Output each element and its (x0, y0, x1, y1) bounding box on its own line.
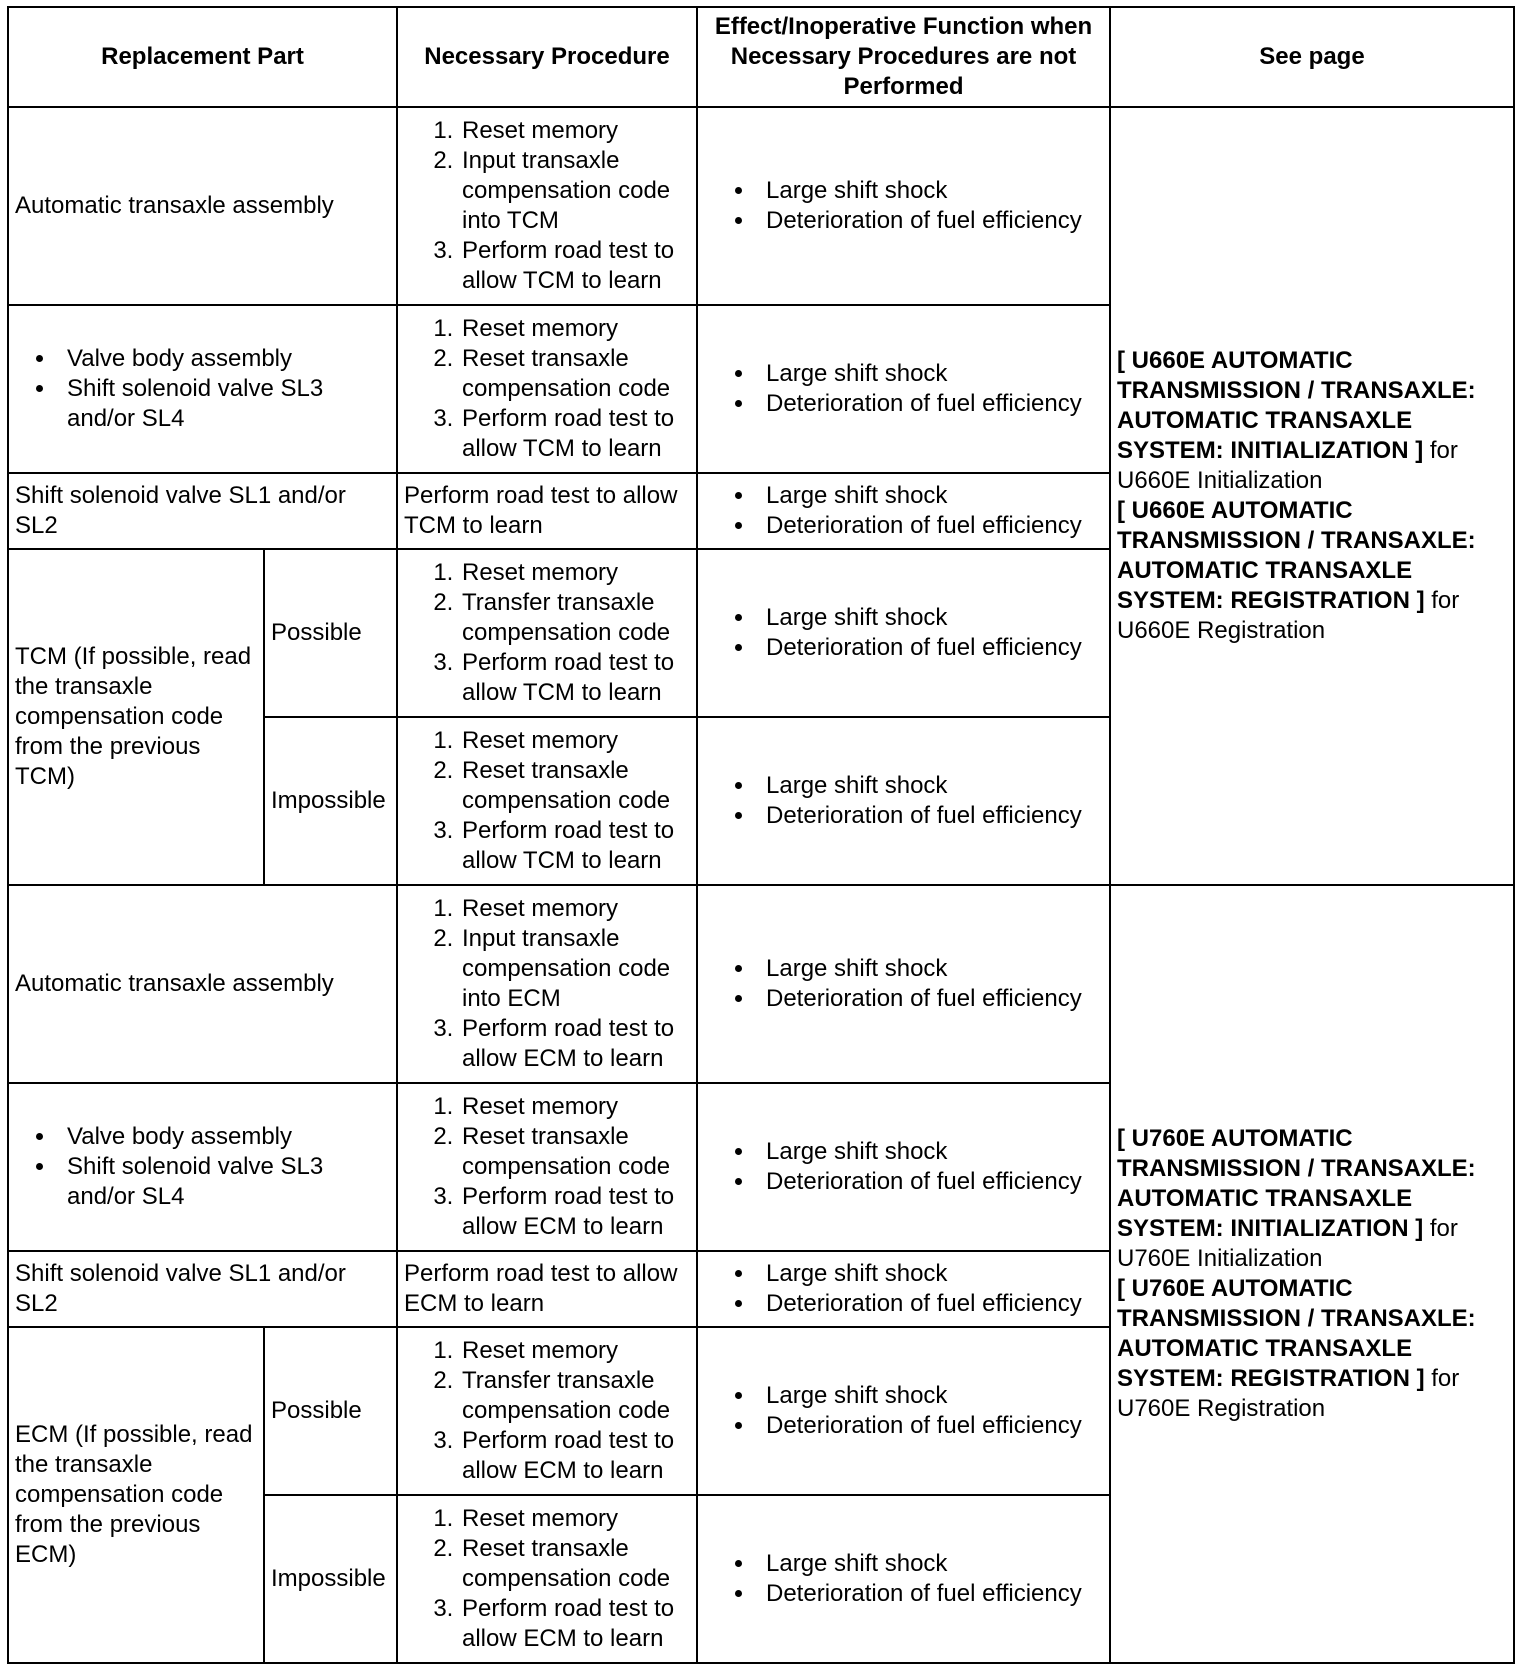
procedure-step: 1. Reset memory (460, 1504, 690, 1534)
see-page-cell (1110, 107, 1514, 885)
effect-item: • Deterioration of fuel efficiency (756, 984, 1103, 1014)
condition-impossible: Impossible (264, 1495, 397, 1663)
effect-item: • Deterioration of fuel efficiency (756, 1579, 1103, 1609)
effect-list (704, 1137, 1103, 1197)
see-page-link[interactable]: [ U660E AUTOMATIC TRANSMISSION / TRANSAXLE: AUTOMATIC TRANSAXLE SYSTEM: INITIALIZATION ] (1117, 347, 1476, 464)
procedure-step: 2. Transfer transaxle compensation code (460, 588, 690, 648)
procedure-step: 1. Reset memory (460, 894, 690, 924)
procedure-step: 2. Reset transaxle compensation code (460, 756, 690, 816)
replacement-part (8, 305, 397, 473)
effect-cell (697, 305, 1110, 473)
effect-list (704, 603, 1103, 663)
replacement-part: Shift solenoid valve SL1 and/or SL2 (8, 473, 397, 549)
procedure-step: 2. Input transaxle compensation code into ECM (460, 924, 690, 1014)
replacement-part: Shift solenoid valve SL1 and/or SL2 (8, 1251, 397, 1327)
effect-item: • Deterioration of fuel efficiency (756, 389, 1103, 419)
effect-cell (697, 473, 1110, 549)
part-bullet: • Shift solenoid valve SL3 and/or SL4 (57, 1152, 390, 1212)
see-page-suffix: for U760E Registration (1117, 1365, 1460, 1422)
see-page-cell (1110, 885, 1514, 1663)
effect-item: • Large shift shock (756, 176, 1103, 206)
effect-cell (697, 107, 1110, 305)
procedure-step: 3. Perform road test to allow ECM to learn (460, 1594, 690, 1654)
procedure-cell (397, 1083, 697, 1251)
effect-cell (697, 1083, 1110, 1251)
procedure-cell (397, 885, 697, 1083)
procedure-steps (404, 314, 690, 464)
procedure-step: 2. Reset transaxle compensation code (460, 1122, 690, 1182)
effect-item: • Large shift shock (756, 1259, 1103, 1289)
effect-item: • Large shift shock (756, 1549, 1103, 1579)
procedure-step: 3. Perform road test to allow TCM to learn (460, 816, 690, 876)
condition-impossible: Impossible (264, 717, 397, 885)
procedure-steps (404, 558, 690, 708)
procedure-step: 2. Reset transaxle compensation code (460, 1534, 690, 1594)
procedure-step: 1. Reset memory (460, 314, 690, 344)
effect-list (704, 1549, 1103, 1609)
procedure-step: 2. Reset transaxle compensation code (460, 344, 690, 404)
effect-cell (697, 885, 1110, 1083)
effect-item: • Large shift shock (756, 1381, 1103, 1411)
part-bullet: • Valve body assembly (57, 344, 390, 374)
procedure-steps (404, 1504, 690, 1654)
header-effect: Effect/Inoperative Function when Necessary Procedures are not Performed (697, 7, 1110, 107)
procedure-cell (397, 1327, 697, 1495)
effect-item: • Deterioration of fuel efficiency (756, 1167, 1103, 1197)
effect-item: • Large shift shock (756, 954, 1103, 984)
procedure-step: 1. Reset memory (460, 726, 690, 756)
part-bullets (15, 1122, 390, 1212)
effect-list (704, 1381, 1103, 1441)
header-necessary-procedure: Necessary Procedure (397, 7, 697, 107)
procedure-step: 3. Perform road test to allow ECM to learn (460, 1426, 690, 1486)
procedure-cell (397, 305, 697, 473)
part-bullet: • Shift solenoid valve SL3 and/or SL4 (57, 374, 390, 434)
part-bullets (15, 344, 390, 434)
see-page-link[interactable]: [ U760E AUTOMATIC TRANSMISSION / TRANSAXLE: AUTOMATIC TRANSAXLE SYSTEM: INITIALIZATION ] (1117, 1125, 1476, 1242)
see-page-suffix: for U760E Initialization (1117, 1215, 1458, 1272)
procedure-steps (404, 894, 690, 1074)
procedure-text: Perform road test to allow ECM to learn (397, 1251, 697, 1327)
procedure-steps (404, 116, 690, 296)
replacement-part: TCM (If possible, read the transaxle compensation code from the previous TCM) (8, 549, 264, 885)
effect-item: • Large shift shock (756, 359, 1103, 389)
procedure-steps (404, 1336, 690, 1486)
procedure-cell (397, 107, 697, 305)
table-row (8, 885, 1514, 1083)
procedure-steps (404, 726, 690, 876)
effect-cell (697, 717, 1110, 885)
procedure-step: 1. Reset memory (460, 1092, 690, 1122)
effect-cell (697, 1327, 1110, 1495)
procedure-step: 3. Perform road test to allow ECM to learn (460, 1182, 690, 1242)
effect-list (704, 176, 1103, 236)
header-see-page: See page (1110, 7, 1514, 107)
see-page-link[interactable]: [ U760E AUTOMATIC TRANSMISSION / TRANSAXLE: AUTOMATIC TRANSAXLE SYSTEM: REGISTRATION ] (1117, 1275, 1476, 1392)
procedure-step: 1. Reset memory (460, 1336, 690, 1366)
effect-list (704, 1259, 1103, 1319)
see-page-link[interactable]: [ U660E AUTOMATIC TRANSMISSION / TRANSAXLE: AUTOMATIC TRANSAXLE SYSTEM: REGISTRATION ] (1117, 497, 1476, 614)
effect-list (704, 481, 1103, 541)
replacement-part: Automatic transaxle assembly (8, 885, 397, 1083)
effect-item: • Large shift shock (756, 1137, 1103, 1167)
replacement-part (8, 1083, 397, 1251)
effect-list (704, 359, 1103, 419)
effect-item: • Large shift shock (756, 481, 1103, 511)
effect-item: • Deterioration of fuel efficiency (756, 511, 1103, 541)
effect-item: • Deterioration of fuel efficiency (756, 206, 1103, 236)
procedure-step: 1. Reset memory (460, 558, 690, 588)
condition-possible: Possible (264, 549, 397, 717)
procedure-cell (397, 1495, 697, 1663)
effect-cell (697, 1495, 1110, 1663)
effect-cell (697, 549, 1110, 717)
procedure-cell (397, 549, 697, 717)
header-replacement-part: Replacement Part (8, 7, 397, 107)
effect-cell (697, 1251, 1110, 1327)
effect-item: • Deterioration of fuel efficiency (756, 1289, 1103, 1319)
part-bullet: • Valve body assembly (57, 1122, 390, 1152)
procedure-step: 2. Input transaxle compensation code into TCM (460, 146, 690, 236)
effect-item: • Deterioration of fuel efficiency (756, 1411, 1103, 1441)
replacement-part: Automatic transaxle assembly (8, 107, 397, 305)
effect-item: • Deterioration of fuel efficiency (756, 801, 1103, 831)
procedure-steps (404, 1092, 690, 1242)
procedure-step: 3. Perform road test to allow TCM to learn (460, 648, 690, 708)
effect-list (704, 954, 1103, 1014)
procedure-step: 1. Reset memory (460, 116, 690, 146)
procedure-step: 2. Transfer transaxle compensation code (460, 1366, 690, 1426)
effect-item: • Large shift shock (756, 603, 1103, 633)
see-page-suffix: for U660E Initialization (1117, 437, 1458, 494)
replacement-procedure-table (7, 6, 1515, 1664)
table-row (8, 107, 1514, 305)
effect-list (704, 771, 1103, 831)
procedure-cell (397, 717, 697, 885)
effect-item: • Large shift shock (756, 771, 1103, 801)
see-page-suffix: for U660E Registration (1117, 587, 1460, 644)
effect-item: • Deterioration of fuel efficiency (756, 633, 1103, 663)
condition-possible: Possible (264, 1327, 397, 1495)
procedure-step: 3. Perform road test to allow ECM to learn (460, 1014, 690, 1074)
procedure-text: Perform road test to allow TCM to learn (397, 473, 697, 549)
procedure-step: 3. Perform road test to allow TCM to learn (460, 236, 690, 296)
replacement-part: ECM (If possible, read the transaxle compensation code from the previous ECM) (8, 1327, 264, 1663)
procedure-step: 3. Perform road test to allow TCM to learn (460, 404, 690, 464)
